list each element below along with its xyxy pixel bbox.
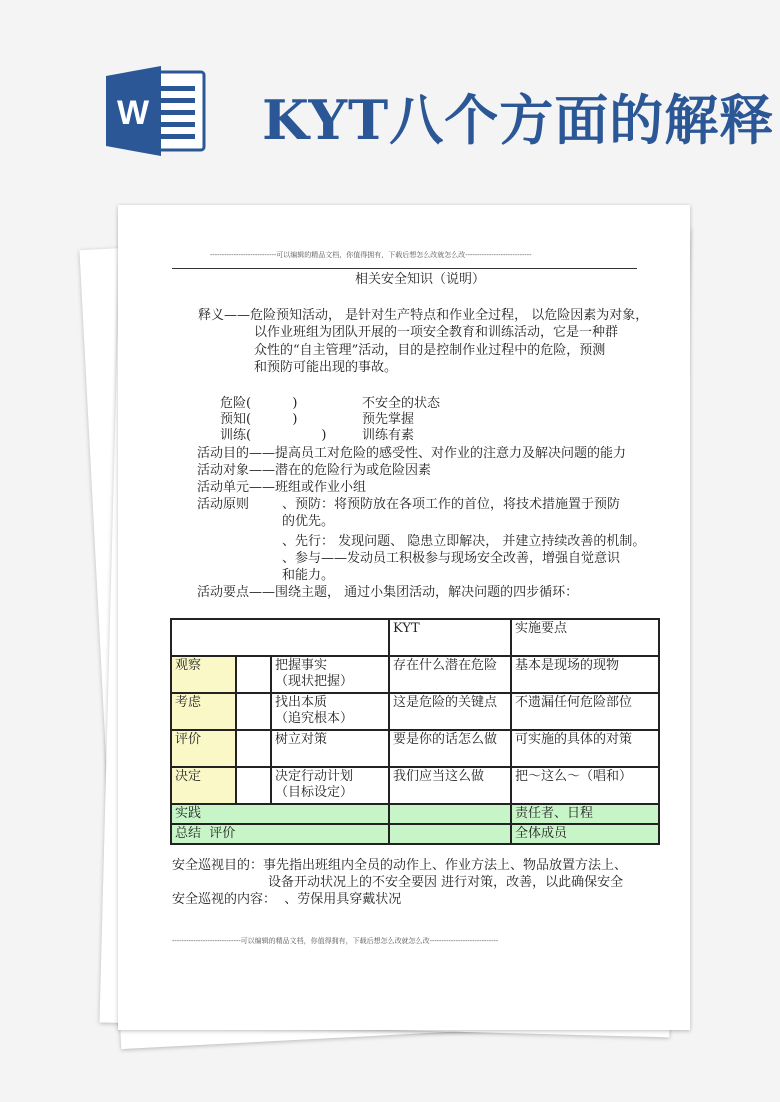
def-line: 释义——危险预知活动， 是针对生产特点和作业全过程， 以危险因素为对象， xyxy=(198,308,649,323)
header-cell-kyt: KYT xyxy=(389,619,511,656)
table-row xyxy=(171,767,659,804)
principle: 、先行： 发现问题、 隐患立即解决， 并建立持续改善的机制。 xyxy=(282,534,646,549)
step-cell: 评价 xyxy=(171,730,236,767)
header-rule xyxy=(172,268,637,269)
kyt-cell: 这是危险的关键点 xyxy=(389,693,511,730)
principle: 的优先。 xyxy=(282,514,335,529)
point-cell: 把～这么～（唱和） xyxy=(511,767,659,804)
blank-cell xyxy=(389,824,511,844)
table-row xyxy=(171,693,659,730)
step-cell: 实践 xyxy=(171,804,389,824)
item: 活动目的——提高员工对危险的感受性、对作业的注意力及解决问题的能力 xyxy=(197,446,627,461)
table-row xyxy=(171,656,659,693)
blank-cell xyxy=(389,804,511,824)
kyt-cell: 我们应当这么做 xyxy=(389,767,511,804)
table-header-row xyxy=(171,619,659,656)
point-cell: 可实施的具体的对策 xyxy=(511,730,659,767)
term: 预知( ) xyxy=(220,412,298,427)
footer-note: -----------------------------可以编辑的精品文档，你值得拥有，下载后想怎么改就怎么改----------------------------- xyxy=(172,937,499,945)
def-line: 和预防可能出现的事故。 xyxy=(254,360,398,375)
action: 找出本质 xyxy=(275,695,328,710)
step-cell: 观察 xyxy=(171,656,236,693)
blank-cell xyxy=(236,656,271,693)
principle-label: 活动原则 xyxy=(197,497,250,512)
step-cell: 总结 评价 xyxy=(171,824,389,844)
principle: 、预防：将预防放在各项工作的首位，将技术措施置于预防 xyxy=(282,497,621,512)
svg-text:W: W xyxy=(116,94,150,132)
patrol-line: 设备开动状况上的不安全要因 进行对策，改善，以此确保安全 xyxy=(268,875,624,890)
blank-cell xyxy=(236,693,271,730)
term-def: 训练有素 xyxy=(362,428,415,443)
step-cell: 决定 xyxy=(171,767,236,804)
action-cell: 树立对策 xyxy=(271,730,389,767)
action-cell xyxy=(271,656,389,693)
table-row-green xyxy=(171,804,659,824)
term: 危险( ) xyxy=(220,396,298,411)
keypoints: 活动要点——围绕主题， 通过小集团活动，解决问题的四步循环： xyxy=(197,585,579,600)
header-cell-points: 实施要点 xyxy=(511,619,659,656)
action-sub: （追究根本） xyxy=(275,711,354,726)
header-cell xyxy=(171,619,389,656)
kyt-cell: 存在什么潜在危险 xyxy=(389,656,511,693)
item: 活动单元——班组或作业小组 xyxy=(197,480,367,495)
step-cell: 考虑 xyxy=(171,693,236,730)
principle: 和能力。 xyxy=(282,568,335,583)
header-note: ----------------------------可以编辑的精品文档，你值得拥有，下载后想怎么改就怎么改---------------------------- xyxy=(210,251,532,259)
doc-heading: 相关安全知识（说明） xyxy=(355,272,486,287)
point-cell: 责任者、日程 xyxy=(511,804,659,824)
term: 训练( ) xyxy=(220,428,327,443)
kyt-table xyxy=(170,618,660,845)
point-cell: 不遗漏任何危险部位 xyxy=(511,693,659,730)
patrol-line: 安全巡视目的：事先指出班组内全员的动作上、作业方法上、物品放置方法上、 xyxy=(172,858,628,873)
term-def: 不安全的状态 xyxy=(362,396,441,411)
action-cell xyxy=(271,767,389,804)
item: 活动对象——潜在的危险行为或危险因素 xyxy=(197,463,432,478)
patrol-line: 安全巡视的内容： 、劳保用具穿戴状况 xyxy=(172,892,402,907)
action: 决定行动计划 xyxy=(275,769,354,784)
action-sub: （目标设定） xyxy=(275,785,354,800)
table-row xyxy=(171,730,659,767)
kyt-cell: 要是你的话怎么做 xyxy=(389,730,511,767)
blank-cell xyxy=(236,767,271,804)
action-cell xyxy=(271,693,389,730)
point-cell: 全体成员 xyxy=(511,824,659,844)
action-sub: （现状把握） xyxy=(275,674,354,689)
point-cell: 基本是现场的现物 xyxy=(511,656,659,693)
def-line: 众性的“自主管理”活动，目的是控制作业过程中的危险，预测 xyxy=(254,343,606,358)
action: 把握事实 xyxy=(275,658,328,673)
def-line: 以作业班组为团队开展的一项安全教育和训练活动，它是一种群 xyxy=(254,325,619,340)
word-icon xyxy=(106,66,206,156)
blank-cell xyxy=(236,730,271,767)
principle: 、参与——发动员工积极参与现场安全改善，增强自觉意识 xyxy=(282,551,621,566)
table-row-green xyxy=(171,824,659,844)
term-def: 预先掌握 xyxy=(362,412,415,427)
banner-title: KYT八个方面的解释 xyxy=(262,88,775,152)
